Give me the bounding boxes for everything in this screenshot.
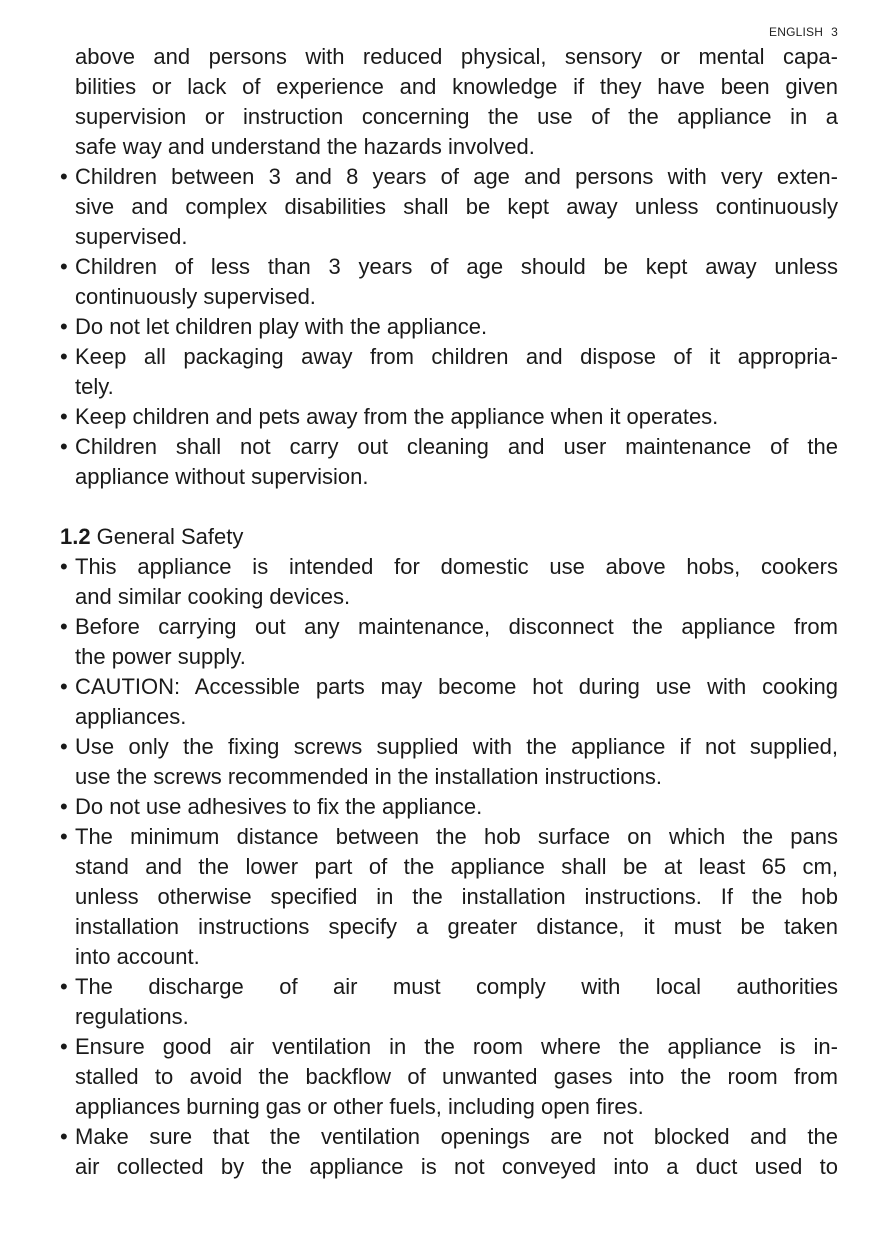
text-line [60,582,838,612]
line-text: The minimum distance between the hob surface on which the pans [75,824,838,849]
line-text: tely. [75,374,114,399]
line-text: air collected by the appliance is not conveyed into a duct used to [75,1154,838,1179]
text-line [60,732,838,762]
text-line [60,372,838,402]
line-text: This appliance is intended for domestic use above hobs, cookers [75,554,838,579]
text-line [60,792,838,822]
text-line [60,1032,838,1062]
text-line [60,42,838,72]
document-body [60,42,838,1182]
bullet-icon: • [60,344,68,369]
bullet-icon: • [60,674,68,699]
text-line [60,672,838,702]
list-item [60,552,838,612]
line-text: Keep children and pets away from the appliance when it operates. [75,404,719,429]
line-text: appliances. [75,704,187,729]
line-text: Children of less than 3 years of age should be kept away unless [75,254,838,279]
line-text: stalled to avoid the backflow of unwanted gases into the room from [75,1064,838,1089]
line-text: supervision or instruction concerning the use of the appliance in a [75,104,838,129]
list-item [60,1122,838,1182]
text-line [60,1152,838,1182]
line-text: Children between 3 and 8 years of age and persons with very exten- [75,164,838,189]
header-language: ENGLISH [769,25,824,39]
line-text: Use only the fixing screws supplied with the appliance if not supplied, [75,734,838,759]
list-item [60,1032,838,1122]
text-line [60,132,838,162]
list-item [60,822,838,972]
line-text: stand and the lower part of the appliance shall be at least 65 cm, [75,854,838,879]
bullet-icon: • [60,434,68,459]
line-text: CAUTION: Accessible parts may become hot during use with cooking [75,674,838,699]
text-line [60,972,838,1002]
list-item [60,432,838,492]
bullet-icon: • [60,824,68,849]
text-line [60,102,838,132]
page-header [769,25,838,39]
line-text: Ensure good air ventilation in the room where the appliance is in- [75,1034,838,1059]
line-text: Do not use adhesives to fix the appliance. [75,794,483,819]
bullet-icon: • [60,1124,68,1149]
text-line [60,852,838,882]
intro-paragraph [60,42,838,162]
bullet-icon: • [60,404,68,429]
list-item [60,342,838,402]
line-text: Do not let children play with the appliance. [75,314,488,339]
text-line [60,912,838,942]
text-line [60,462,838,492]
line-text: continuously supervised. [75,284,316,309]
text-line [60,72,838,102]
line-text: supervised. [75,224,188,249]
line-text: Keep all packaging away from children and dispose of it appropria- [75,344,838,369]
text-line [60,312,838,342]
line-text: into account. [75,944,200,969]
list-item [60,732,838,792]
bullet-icon: • [60,314,68,339]
line-text: sive and complex disabilities shall be kept away unless continuously [75,194,838,219]
list-item [60,612,838,672]
text-line [60,282,838,312]
bullet-icon: • [60,164,68,189]
text-line [60,612,838,642]
text-line [60,942,838,972]
list-item [60,672,838,732]
line-text: the power supply. [75,644,246,669]
section-heading [60,522,838,552]
text-line [60,762,838,792]
bullet-icon: • [60,794,68,819]
section-number: 1.2 [60,524,91,549]
text-line [60,342,838,372]
line-text: safe way and understand the hazards involved. [75,134,535,159]
bullet-icon: • [60,554,68,579]
line-text: unless otherwise specified in the installation instructions. If the hob [75,884,838,909]
list-item [60,402,838,432]
line-text: installation instructions specify a greater distance, it must be taken [75,914,838,939]
text-line [60,1092,838,1122]
children-safety-list [60,162,838,492]
text-line [60,642,838,672]
text-line [60,432,838,462]
text-line [60,1002,838,1032]
line-text: appliance without supervision. [75,464,369,489]
general-safety-list [60,552,838,1182]
line-text: use the screws recommended in the installation instructions. [75,764,662,789]
line-text: The discharge of air must comply with local authorities [75,974,838,999]
list-item [60,972,838,1032]
bullet-icon: • [60,614,68,639]
line-text: above and persons with reduced physical, sensory or mental capa- [75,44,838,69]
section-gap [60,492,838,522]
text-line [60,252,838,282]
line-text: and similar cooking devices. [75,584,351,609]
list-item [60,252,838,312]
line-text: Children shall not carry out cleaning and user maintenance of the [75,434,838,459]
text-line [60,222,838,252]
page-number: 3 [831,25,838,39]
text-line [60,1062,838,1092]
section-title: General Safety [96,524,244,549]
line-text: appliances burning gas or other fuels, including open fires. [75,1094,644,1119]
list-item [60,792,838,822]
text-line [60,882,838,912]
text-line [60,702,838,732]
line-text: Before carrying out any maintenance, disconnect the appliance from [75,614,838,639]
list-item [60,162,838,252]
text-line [60,1122,838,1152]
line-text: regulations. [75,1004,189,1029]
line-text: Make sure that the ventilation openings are not blocked and the [75,1124,838,1149]
list-item [60,312,838,342]
text-line [60,162,838,192]
text-line [60,402,838,432]
text-line [60,192,838,222]
bullet-icon: • [60,974,68,999]
text-line [60,822,838,852]
text-line [60,552,838,582]
bullet-icon: • [60,1034,68,1059]
line-text: bilities or lack of experience and knowledge if they have been given [75,74,838,99]
bullet-icon: • [60,254,68,279]
bullet-icon: • [60,734,68,759]
